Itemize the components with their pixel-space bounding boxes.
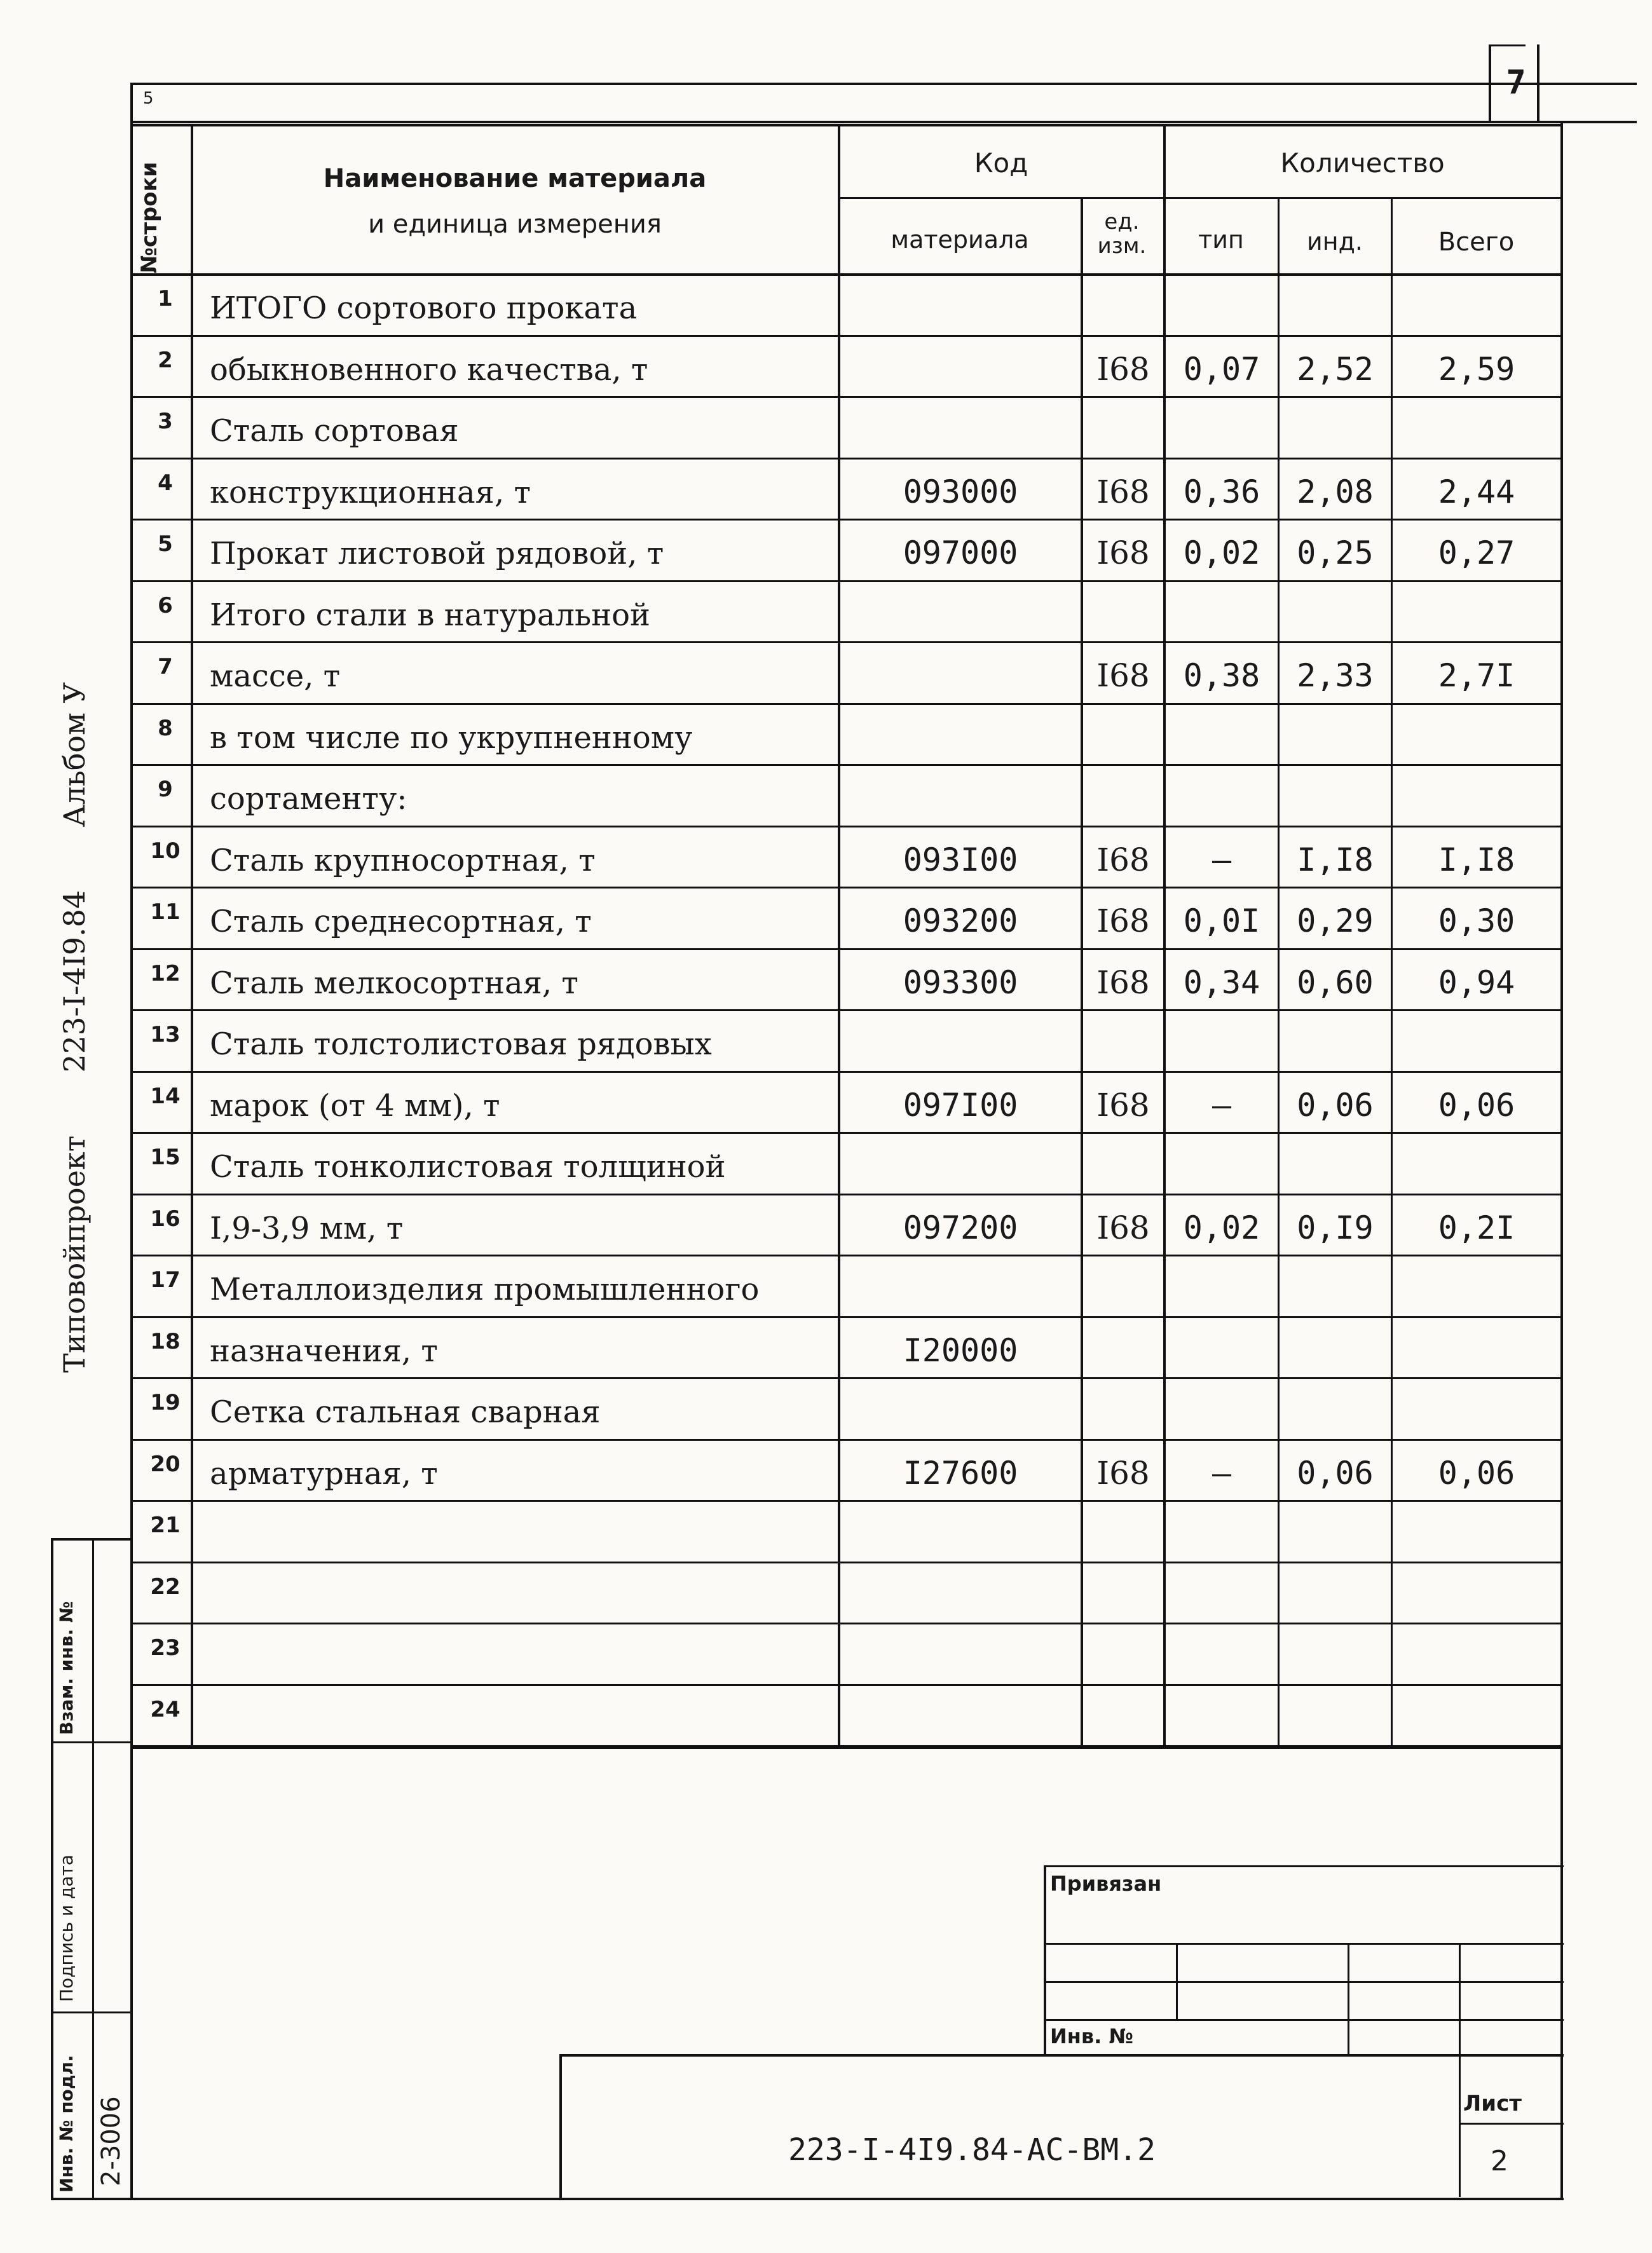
bound-label: Привязан <box>1050 1872 1162 1896</box>
cell-code: 097000 <box>903 534 1018 571</box>
cell-type <box>1166 1255 1278 1307</box>
row-number: 24 <box>150 1697 181 1722</box>
cell-total <box>1393 580 1560 633</box>
row-number: 6 <box>158 593 173 618</box>
row-number: 18 <box>150 1329 181 1354</box>
cell-type <box>1166 1684 1278 1737</box>
cell-code <box>840 580 1081 633</box>
row-number: 7 <box>158 654 173 679</box>
page-number: 7 <box>1506 64 1526 102</box>
row-number: 15 <box>150 1145 181 1170</box>
cell-ind <box>1280 703 1391 756</box>
cell-code: 093300 <box>903 964 1018 1001</box>
cell-type <box>1166 764 1278 817</box>
cell-code: 093I00 <box>903 841 1018 878</box>
row-number: 16 <box>150 1206 181 1232</box>
side-title-album: Альбом У <box>57 682 92 827</box>
cell-unit: I68 <box>1096 1209 1150 1246</box>
inv-label: Инв. № <box>1050 2024 1133 2048</box>
cell-type <box>1166 273 1278 326</box>
cell-total <box>1393 1377 1560 1430</box>
cell-total <box>1393 1132 1560 1185</box>
cell-code: I20000 <box>903 1332 1018 1369</box>
cell-type <box>1166 580 1278 633</box>
row-number: 4 <box>158 470 173 496</box>
cell-total <box>1393 1684 1560 1737</box>
cell-type <box>1166 1623 1278 1675</box>
header-individual: инд. <box>1307 228 1363 255</box>
cell-ind <box>1280 1500 1391 1553</box>
cell-ind <box>1280 1255 1391 1307</box>
cell-type <box>1166 1562 1278 1614</box>
cell-unit: I68 <box>1096 534 1150 571</box>
cell-name: обыкновенного качества, т <box>210 352 648 388</box>
document-code: 223-I-4I9.84-АС-ВМ.2 <box>788 2132 1156 2168</box>
side-title-code: 223-I-4I9.84 <box>57 890 92 1073</box>
cell-unit <box>1083 764 1163 817</box>
cell-name: Прокат листовой рядовой, т <box>210 536 664 571</box>
cell-type: 0,38 <box>1183 657 1260 694</box>
cell-unit <box>1083 1377 1163 1430</box>
cell-name: Сталь сортовая <box>210 413 459 449</box>
cell-ind <box>1280 1562 1391 1614</box>
cell-unit <box>1083 1562 1163 1614</box>
cell-ind: 0,I9 <box>1297 1209 1374 1246</box>
cell-ind <box>1280 764 1391 817</box>
cell-name <box>210 1562 836 1614</box>
header-row-number: №строки <box>137 161 162 273</box>
cell-ind <box>1280 273 1391 326</box>
cell-type <box>1166 396 1278 449</box>
cell-unit <box>1083 1500 1163 1553</box>
cell-code: 097I00 <box>903 1087 1018 1124</box>
cell-code <box>840 1255 1081 1307</box>
row-number: 20 <box>150 1452 181 1477</box>
sheet-number: 2 <box>1491 2145 1508 2177</box>
cell-type <box>1166 1316 1278 1369</box>
header-quantity: Количество <box>1280 147 1445 179</box>
row-number: 11 <box>150 899 181 925</box>
row-number: 8 <box>158 716 173 741</box>
header-total: Всего <box>1438 228 1515 257</box>
cell-name: Сталь среднесортная, т <box>210 904 592 939</box>
cell-name: арматурная, т <box>210 1456 438 1492</box>
cell-ind <box>1280 1377 1391 1430</box>
cell-total: I,I8 <box>1438 841 1515 878</box>
cell-ind: 0,25 <box>1297 534 1374 571</box>
cell-name: массе, т <box>210 658 341 694</box>
row-number: 3 <box>158 409 173 434</box>
cell-unit: I68 <box>1096 964 1150 1001</box>
cell-code <box>840 703 1081 756</box>
cell-ind: 0,06 <box>1297 1087 1374 1124</box>
cell-unit <box>1083 1255 1163 1307</box>
row-number: 2 <box>158 348 173 373</box>
cell-code: 093000 <box>903 473 1018 510</box>
header-name: Наименование материала <box>323 164 707 193</box>
cell-type <box>1166 1132 1278 1185</box>
cell-name: Сетка стальная сварная <box>210 1394 601 1430</box>
cell-code: I27600 <box>903 1455 1018 1492</box>
cell-name: Сталь крупносортная, т <box>210 843 596 878</box>
cell-name <box>210 1500 836 1553</box>
cell-name: Сталь толстолистовая рядовых <box>210 1026 712 1062</box>
header-code: Код <box>974 147 1028 179</box>
header-name-sub: и единица измерения <box>368 210 662 239</box>
cell-type: 0,02 <box>1183 534 1260 571</box>
cell-unit: I68 <box>1096 473 1150 510</box>
cell-code <box>840 1377 1081 1430</box>
cell-total: 0,06 <box>1438 1087 1515 1124</box>
cell-code <box>840 1009 1081 1062</box>
signature-date-label: Подпись и дата <box>56 1855 77 2002</box>
cell-unit <box>1083 1684 1163 1737</box>
row-number: 12 <box>150 961 181 986</box>
cell-code <box>840 1500 1081 1553</box>
cell-ind <box>1280 1316 1391 1369</box>
cell-total <box>1393 764 1560 817</box>
cell-ind: I,I8 <box>1297 841 1374 878</box>
cell-name: сортаменту: <box>210 781 407 817</box>
cell-name: конструкционная, т <box>210 475 531 510</box>
cell-ind <box>1280 1009 1391 1062</box>
cell-code <box>840 335 1081 388</box>
cell-ind: 2,52 <box>1297 351 1374 388</box>
cell-unit: I68 <box>1096 841 1150 878</box>
cell-type <box>1166 1377 1278 1430</box>
sheet-label: Лист <box>1463 2091 1522 2116</box>
cell-type: – <box>1212 841 1232 878</box>
cell-unit <box>1083 1623 1163 1675</box>
header-type: тип <box>1198 226 1244 254</box>
cell-ind <box>1280 580 1391 633</box>
header-material-code: материала <box>891 226 1029 254</box>
cell-total <box>1393 1009 1560 1062</box>
row-number: 21 <box>150 1513 181 1538</box>
replaced-inv-label: Взам. инв. № <box>56 1601 77 1735</box>
cell-total: 0,94 <box>1438 964 1515 1001</box>
cell-code: 097200 <box>903 1209 1018 1246</box>
cell-code <box>840 396 1081 449</box>
cell-type: 0,07 <box>1183 351 1260 388</box>
cell-unit: I68 <box>1096 1087 1150 1124</box>
cell-name: Сталь мелкосортная, т <box>210 965 578 1001</box>
cell-total <box>1393 396 1560 449</box>
cell-unit: I68 <box>1096 1455 1150 1492</box>
cell-ind: 0,29 <box>1297 902 1374 939</box>
row-number: 9 <box>158 777 173 802</box>
cell-type <box>1166 703 1278 756</box>
cell-ind <box>1280 1132 1391 1185</box>
cell-total: 0,30 <box>1438 902 1515 939</box>
cell-unit <box>1083 1316 1163 1369</box>
cell-ind: 2,33 <box>1297 657 1374 694</box>
cell-code <box>840 1562 1081 1614</box>
cell-type: – <box>1212 1455 1232 1492</box>
cell-unit: I68 <box>1096 902 1150 939</box>
cell-unit <box>1083 1009 1163 1062</box>
cell-code <box>840 1132 1081 1185</box>
cell-total <box>1393 273 1560 326</box>
cell-unit: I68 <box>1096 351 1150 388</box>
cell-name: в том числе по укрупненному <box>210 720 693 756</box>
row-number: 10 <box>150 838 181 864</box>
cell-total: 2,44 <box>1438 473 1515 510</box>
cell-unit <box>1083 1132 1163 1185</box>
cell-name: ИТОГО сортового проката <box>210 290 638 326</box>
cell-name: Металлоизделия промышленного <box>210 1272 760 1307</box>
cell-ind <box>1280 1684 1391 1737</box>
cell-unit <box>1083 580 1163 633</box>
cell-type <box>1166 1009 1278 1062</box>
cell-ind <box>1280 396 1391 449</box>
row-divider <box>130 1745 1560 1747</box>
row-number: 1 <box>158 286 173 311</box>
cell-total <box>1393 1623 1560 1675</box>
cell-code: 093200 <box>903 902 1018 939</box>
cell-ind: 0,60 <box>1297 964 1374 1001</box>
cell-name: I,9-3,9 мм, т <box>210 1211 404 1246</box>
cell-code <box>840 641 1081 694</box>
inv-number-label: Инв. № подл. <box>56 2055 77 2193</box>
cell-ind <box>1280 1623 1391 1675</box>
cell-ind: 2,08 <box>1297 473 1374 510</box>
cell-type: 0,0I <box>1183 902 1260 939</box>
header-unit-code: ед. изм. <box>1097 209 1147 259</box>
row-number: 22 <box>150 1574 181 1600</box>
cell-name: Итого стали в натуральной <box>210 597 650 633</box>
row-number: 13 <box>150 1022 181 1047</box>
inv-number-value: 2-3006 <box>97 2096 126 2186</box>
cell-type <box>1166 1500 1278 1553</box>
row-number: 14 <box>150 1084 181 1109</box>
side-title-series: Типовойпроект <box>57 1135 92 1373</box>
cell-code <box>840 1684 1081 1737</box>
cell-name <box>210 1684 836 1737</box>
cell-total <box>1393 1562 1560 1614</box>
row-number: 5 <box>158 531 173 557</box>
cell-total: 0,27 <box>1438 534 1515 571</box>
header-sheet-mark: 5 <box>143 89 154 108</box>
cell-type: – <box>1212 1087 1232 1124</box>
row-number: 19 <box>150 1390 181 1415</box>
cell-total <box>1393 1316 1560 1369</box>
cell-ind: 0,06 <box>1297 1455 1374 1492</box>
cell-unit: I68 <box>1096 657 1150 694</box>
cell-type: 0,34 <box>1183 964 1260 1001</box>
cell-unit <box>1083 703 1163 756</box>
cell-total: 2,59 <box>1438 351 1515 388</box>
cell-total: 0,2I <box>1438 1209 1515 1246</box>
cell-name <box>210 1623 836 1675</box>
cell-name: Сталь тонколистовая толщиной <box>210 1149 726 1185</box>
cell-code <box>840 273 1081 326</box>
cell-total <box>1393 1255 1560 1307</box>
cell-name: марок (от 4 мм), т <box>210 1088 500 1124</box>
row-number: 23 <box>150 1635 181 1661</box>
cell-total: 2,7I <box>1438 657 1515 694</box>
cell-unit <box>1083 396 1163 449</box>
cell-total <box>1393 703 1560 756</box>
cell-type: 0,36 <box>1183 473 1260 510</box>
cell-total <box>1393 1500 1560 1553</box>
cell-total: 0,06 <box>1438 1455 1515 1492</box>
side-title <box>57 682 92 1373</box>
cell-type: 0,02 <box>1183 1209 1260 1246</box>
cell-unit <box>1083 273 1163 326</box>
cell-code <box>840 764 1081 817</box>
cell-name: назначения, т <box>210 1333 438 1369</box>
row-number: 17 <box>150 1267 181 1293</box>
cell-code <box>840 1623 1081 1675</box>
